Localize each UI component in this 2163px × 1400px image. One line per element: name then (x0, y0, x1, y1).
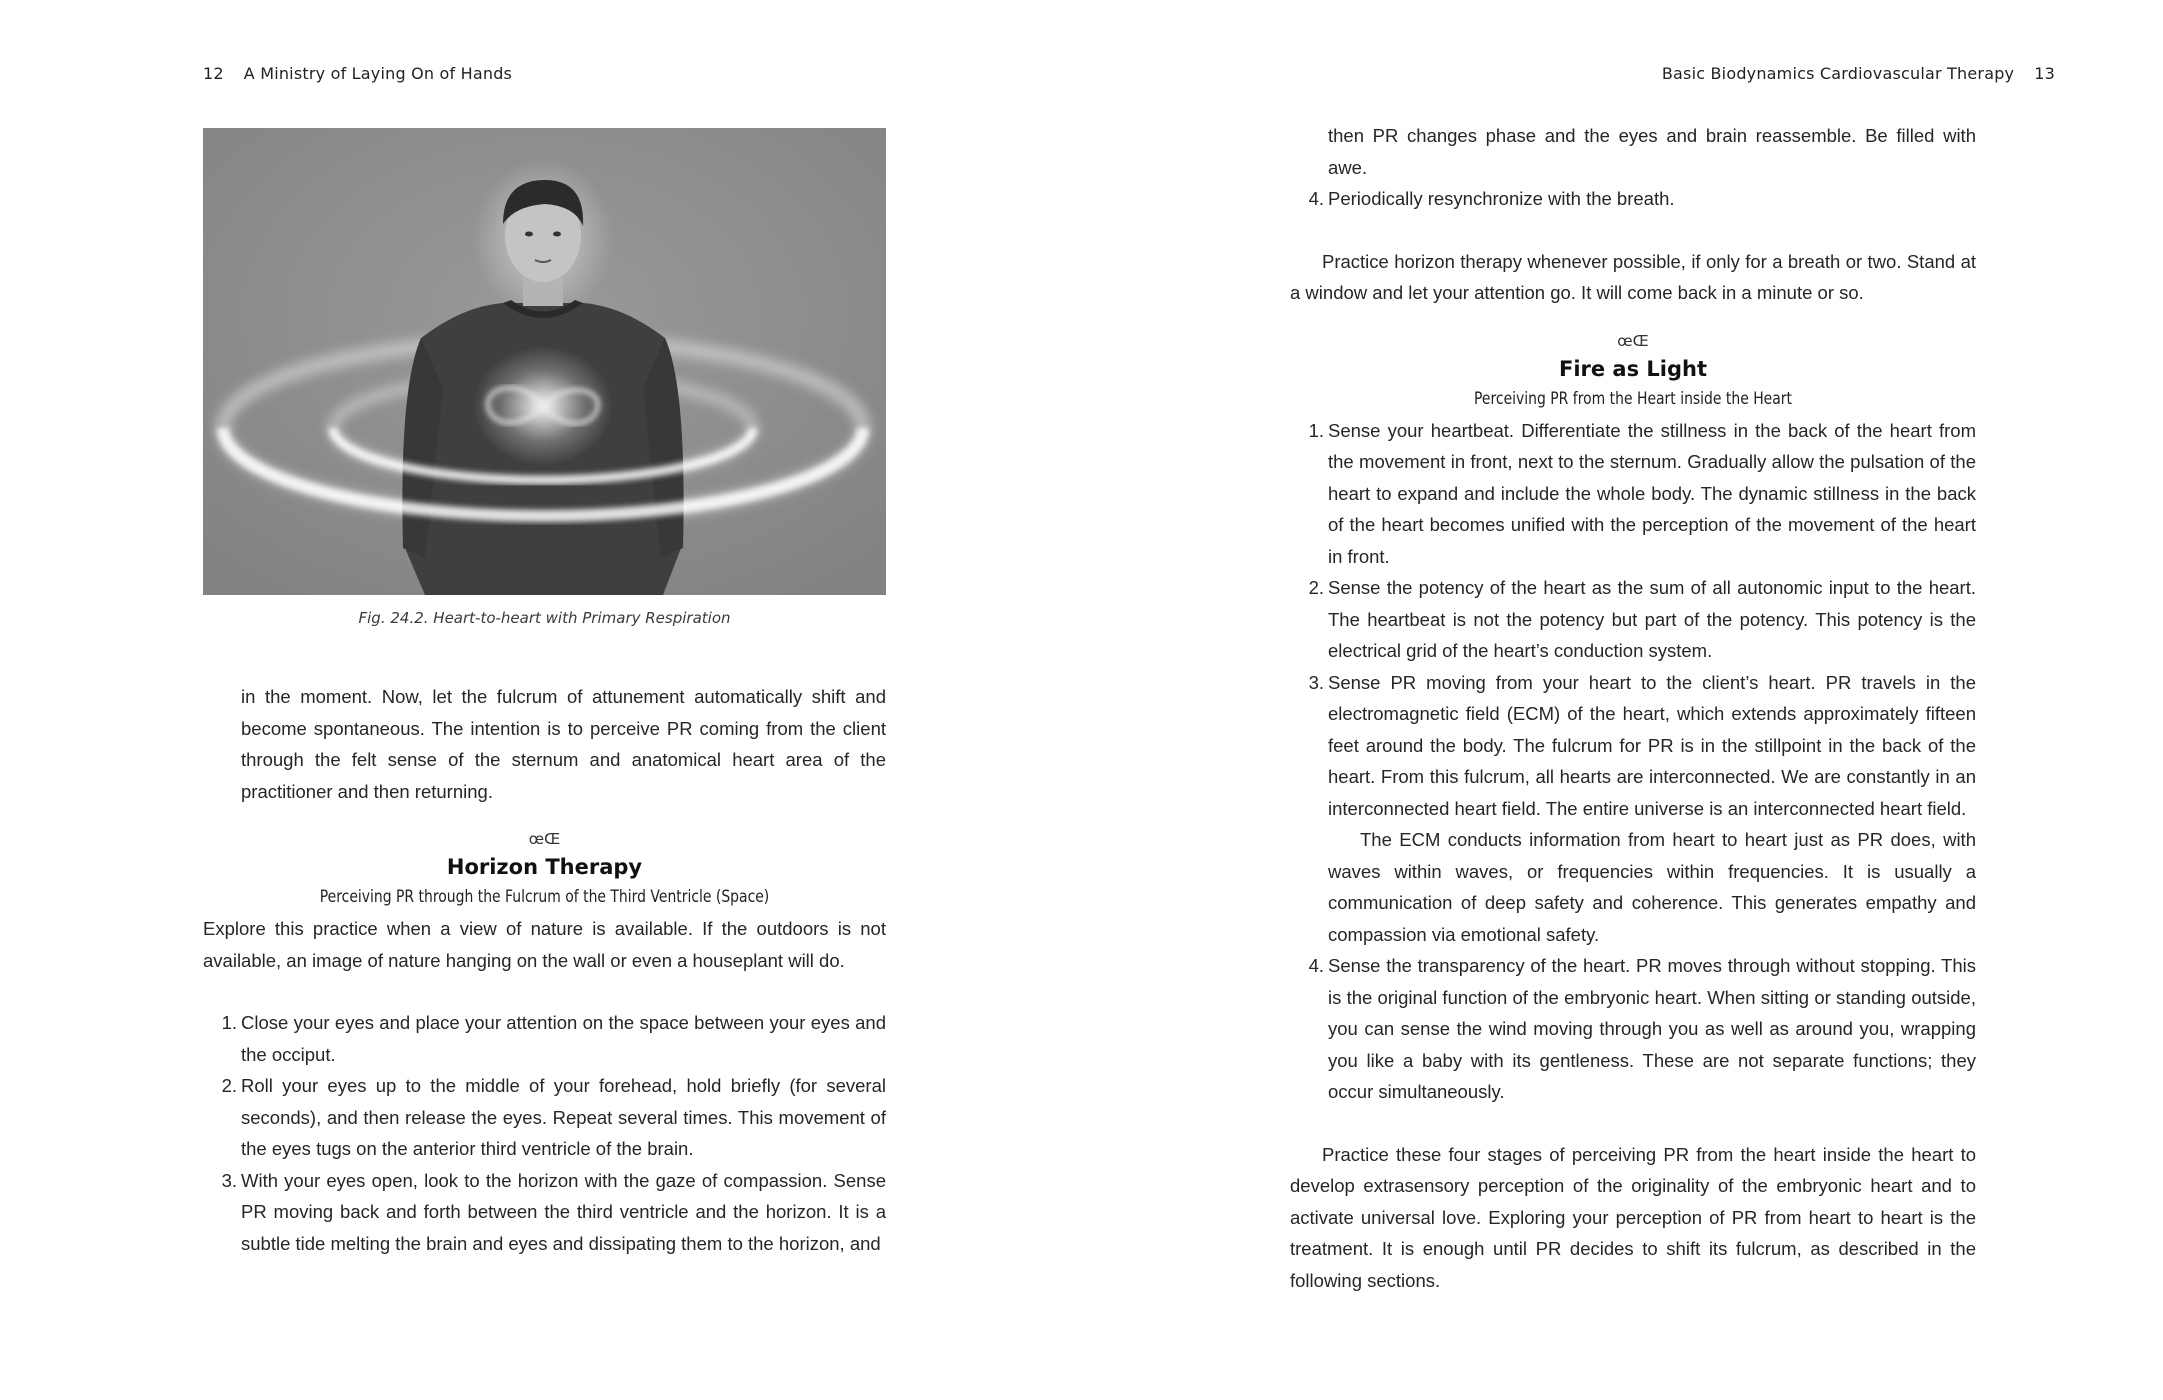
horizon-steps-list (203, 1007, 886, 1259)
list-item: 2. Sense the potency of the heart as the sum of all autonomic input to the heart. The heartbeat is not the potency but part of the potency. This potency is the electrical grid of the heart’s conduction system. (1308, 577, 1976, 661)
left-running-title: A Ministry of Laying On of Hands (243, 64, 513, 83)
right-column (1290, 120, 1976, 1296)
section-subtitle-fire-as-light: Perceiving PR from the Heart inside the Heart (1473, 388, 1793, 409)
closing-paragraph: Practice these four stages of perceiving PR from the heart inside the heart to develop extrasensory perception of the originality of the embryonic heart and to activate universal love. Exploring your perception of PR from heart to heart is the treatment. It is enough until PR decides to shift its fulcrum, as described in the following sections. (1290, 1143, 1976, 1291)
figure-illustration (203, 128, 886, 595)
section-title-horizon-therapy: Horizon Therapy (446, 855, 643, 879)
fire-steps-list (1290, 415, 1976, 1108)
left-running-head (203, 64, 512, 83)
list-item: 4. Sense the transparency of the heart. PR moves through without stopping. This is the original function of the embryonic heart. When sitting or standing outside, you can sense the wind moving through you as well as around you, wrapping you like a baby with its gentleness. These are not separate functions; they occur simultaneously. (1308, 955, 1976, 1102)
right-continuation-step: then PR changes phase and the eyes and brain reassemble. Be filled with awe. (1328, 125, 1976, 178)
heart-respiration-illustration (203, 128, 886, 595)
ornament-divider: œŒ (1617, 331, 1649, 350)
horizon-steps-list-continued (1290, 183, 1976, 215)
list-item: 3. With your eyes open, look to the horizon with the gaze of compassion. Sense PR moving back and forth between the third ventricle and the horizon. It is a subtle tide melting the brain and eyes and dissipating them to the horizon, and (221, 1169, 886, 1254)
section-title-fire-as-light: Fire as Light (1558, 356, 1708, 381)
right-page-number: 13 (2034, 64, 2055, 83)
figure-caption: Fig. 24.2. Heart-to-heart with Primary Respiration (358, 609, 731, 627)
ecm-sub-paragraph: The ECM conducts information from heart to heart just as PR does, with waves within waves, or frequencies within frequencies. It is usually a communication of deep safety and coherence. This generates empathy and compassion via emotional safety. (1328, 829, 1976, 945)
list-item: 2. Roll your eyes up to the middle of your forehead, hold briefly (for several seconds), and then release the eyes. Repeat several times. This movement of the eyes tugs on the anterior third ventricle of the brain. (221, 1075, 886, 1159)
list-item: 1. Sense your heartbeat. Differentiate the stillness in the back of the heart from the movement in front, next to the sternum. Gradually allow the pulsation of the heart to expand and include the whole body. The dynamic stillness in the back of the heart becomes unified with the perception of the movement of the heart in front. (1308, 419, 1976, 567)
left-page (0, 0, 1081, 1400)
right-running-head (1662, 64, 2055, 83)
left-continuation-paragraph: in the moment. Now, let the fulcrum of attunement automatically shift and become spontaneous. The intention is to perceive PR coming from the client through the felt sense of the sternum and anatomical heart area of the practitioner and then returning. (241, 686, 886, 802)
list-item: 3. Sense PR moving from your heart to the client’s heart. PR travels in the electromagnetic field (ECM) of the heart, which extends approximately fifteen feet around the body. The fulcrum for PR is in the stillpoint in the back of the heart. From this fulcrum, all hearts are interconnected. We are constantly in an interconnected heart field. The entire universe is an interconnected heart field. The ECM conducts information from heart to heart just as PR does, with waves within waves, or frequencies within frequencies. It is usually a communication of deep safety and coherence. This generates empathy and compassion via emotional safety. (1290, 667, 1976, 951)
list-item: 4. Periodically resynchronize with the breath. (1308, 188, 1675, 209)
horizon-intro-paragraph: Explore this practice when a view of nature is available. If the outdoors is not available, an image of nature hanging on the wall or even a houseplant will do. (203, 918, 886, 971)
left-page-number: 12 (203, 64, 224, 83)
right-running-title: Basic Biodynamics Cardiovascular Therapy (1661, 64, 2015, 83)
practice-paragraph: Practice horizon therapy whenever possible, if only for a breath or two. Stand at a window and let your attention go. It will come back in a minute or so. (1290, 250, 1976, 303)
list-item: 1. Close your eyes and place your attention on the space between your eyes and the occiput. (221, 1012, 886, 1065)
ornament-divider: œŒ (528, 830, 561, 848)
left-column (203, 128, 886, 1259)
section-subtitle-horizon-therapy: Perceiving PR through the Fulcrum of the Third Ventricle (Space) (319, 887, 770, 907)
